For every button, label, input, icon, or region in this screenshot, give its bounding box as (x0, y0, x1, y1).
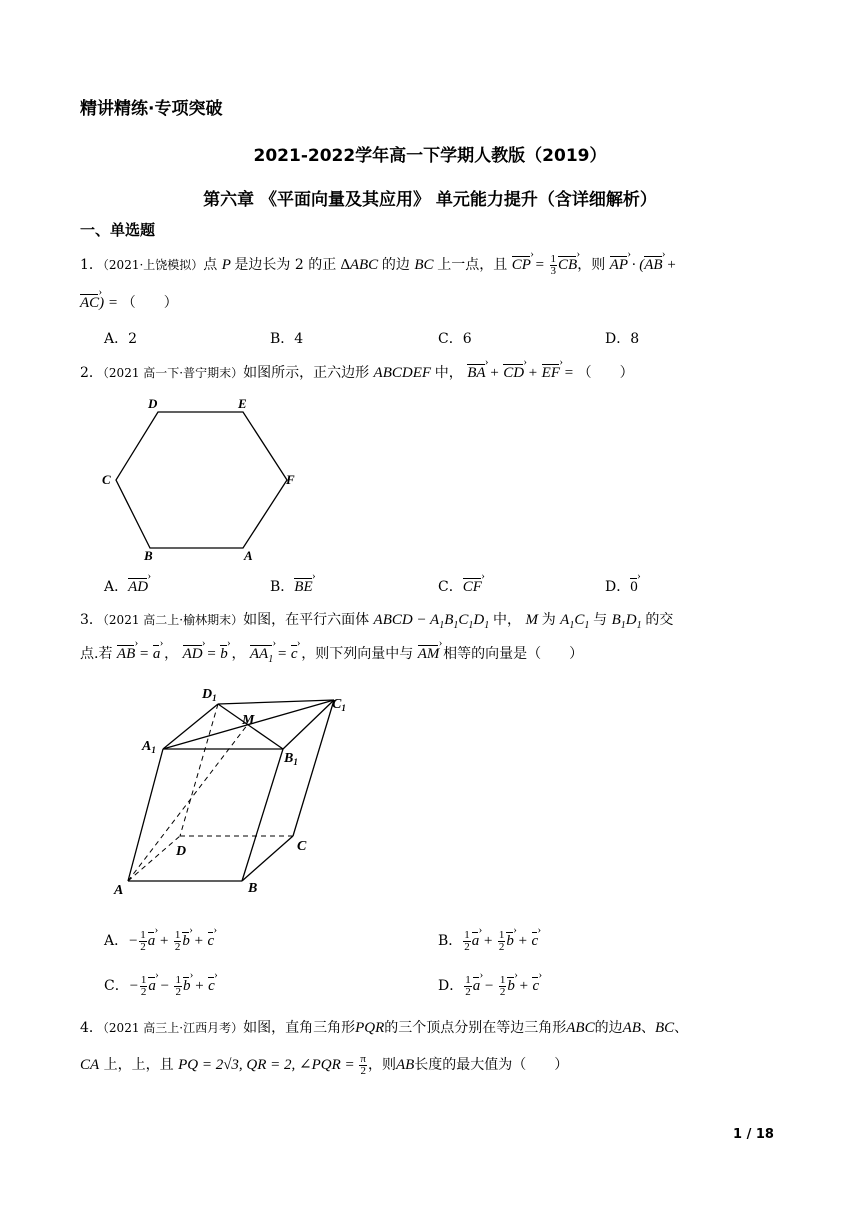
label-D: D (176, 844, 187, 859)
q1-option-d[interactable]: D．8 (605, 331, 640, 347)
label-D1: $D_1$ (202, 687, 217, 703)
label-A1: $A_1$ (142, 739, 156, 755)
q1-option-b[interactable]: B．4 (270, 331, 304, 347)
q2-option-a[interactable]: A．AD › (104, 576, 148, 596)
label-M: M (242, 713, 255, 728)
label-F: F (286, 472, 295, 487)
doc-title-line2: 第六章 《平面向量及其应用》 单元能力提升（含详细解析） (203, 190, 657, 210)
doc-title-line1: 2021-2022学年高一下学期人教版（2019） (253, 146, 607, 166)
hexagon-figure (98, 392, 308, 562)
label-C: C (297, 839, 307, 854)
page-number: 1 / 18 (733, 1127, 774, 1142)
question-number: 2． (80, 365, 103, 381)
question-source: （2021 高二上·榆林期末） (102, 613, 244, 627)
label-E: E (238, 396, 247, 411)
label-A: A (114, 883, 124, 898)
label-B: B (144, 548, 153, 562)
q2-option-d[interactable]: D．0 › (605, 576, 638, 596)
question-1-line1: 1．（2021·上饶模拟）点 P 是边长为 2 的正 ∆ABC 的边 BC 上一点，且 CP › = $\frac{1}{3}$ CB ›，则 AP › · (AB › + (80, 254, 676, 277)
section-heading: 一、单选题 (80, 221, 156, 239)
question-source: （2021 高三上·江西月考） (102, 1021, 244, 1035)
q3-option-b[interactable]: B． $\frac{1}{2}$ a › + $\frac{1}{2}$ b › + c › (438, 930, 538, 953)
question-source: （2021 高一下·普宁期末） (102, 366, 244, 380)
q1-option-c[interactable]: C．6 (438, 331, 472, 347)
q2-option-b[interactable]: B．BE › (270, 576, 313, 596)
q2-option-c[interactable]: C．CF › (438, 576, 482, 596)
question-1-line2: AC ›) = （ ） (80, 292, 178, 312)
question-4-line1: 4．（2021 高三上·江西月考）如图，直角三角形PQR的三个顶点分别在等边三角形ABC的边AB、BC、 (80, 1020, 689, 1036)
q3-option-a[interactable]: A．− $\frac{1}{2}$ a › + $\frac{1}{2}$ b › + c › (104, 930, 214, 953)
label-A: A (244, 548, 253, 562)
question-number: 1． (80, 257, 103, 273)
parallelepiped-figure (110, 680, 360, 900)
label-B: B (248, 881, 258, 896)
q3-option-c[interactable]: C．− $\frac{1}{2}$ a › − $\frac{1}{2}$ b › + c › (104, 975, 215, 998)
question-2-line1: 2．（2021 高一下·普宁期末）如图所示，正六边形 ABCDEF 中， BA › + CD › + EF › = （ ） (80, 362, 634, 382)
q3-option-d[interactable]: D． $\frac{1}{2}$ a › − $\frac{1}{2}$ b › + c › (438, 975, 539, 998)
question-number: 3． (80, 612, 103, 628)
question-number: 4． (80, 1020, 103, 1036)
label-C: C (102, 472, 111, 487)
label-D: D (148, 396, 158, 411)
question-4-line2: CA 上，上，且 PQ = 2√3, QR = 2, ∠PQR = $\frac{\pi}{2}$ ，则AB长度的最大值为（ ） (80, 1053, 569, 1078)
q1-option-a[interactable]: A．2 (104, 331, 138, 347)
question-source: （2021·上饶模拟） (102, 258, 204, 272)
label-B1: $B_1$ (284, 751, 298, 767)
brand-title: 精讲精练·专项突破 (80, 99, 223, 119)
question-3-line1: 3．（2021 高二上·榆林期末）如图，在平行六面体 ABCD − $A_1B_1C_1D_1$ 中， M 为 $A_1C_1$ 与 $B_1D_1$ 的交 (80, 612, 674, 631)
question-3-line2: 点.若 AB › = a › ， AD › = b › ， $AA_1$ › = c › ，则下列向量中与 AM › 相等的向量是（ ） (80, 643, 583, 665)
label-C1: $C_1$ (332, 697, 346, 713)
